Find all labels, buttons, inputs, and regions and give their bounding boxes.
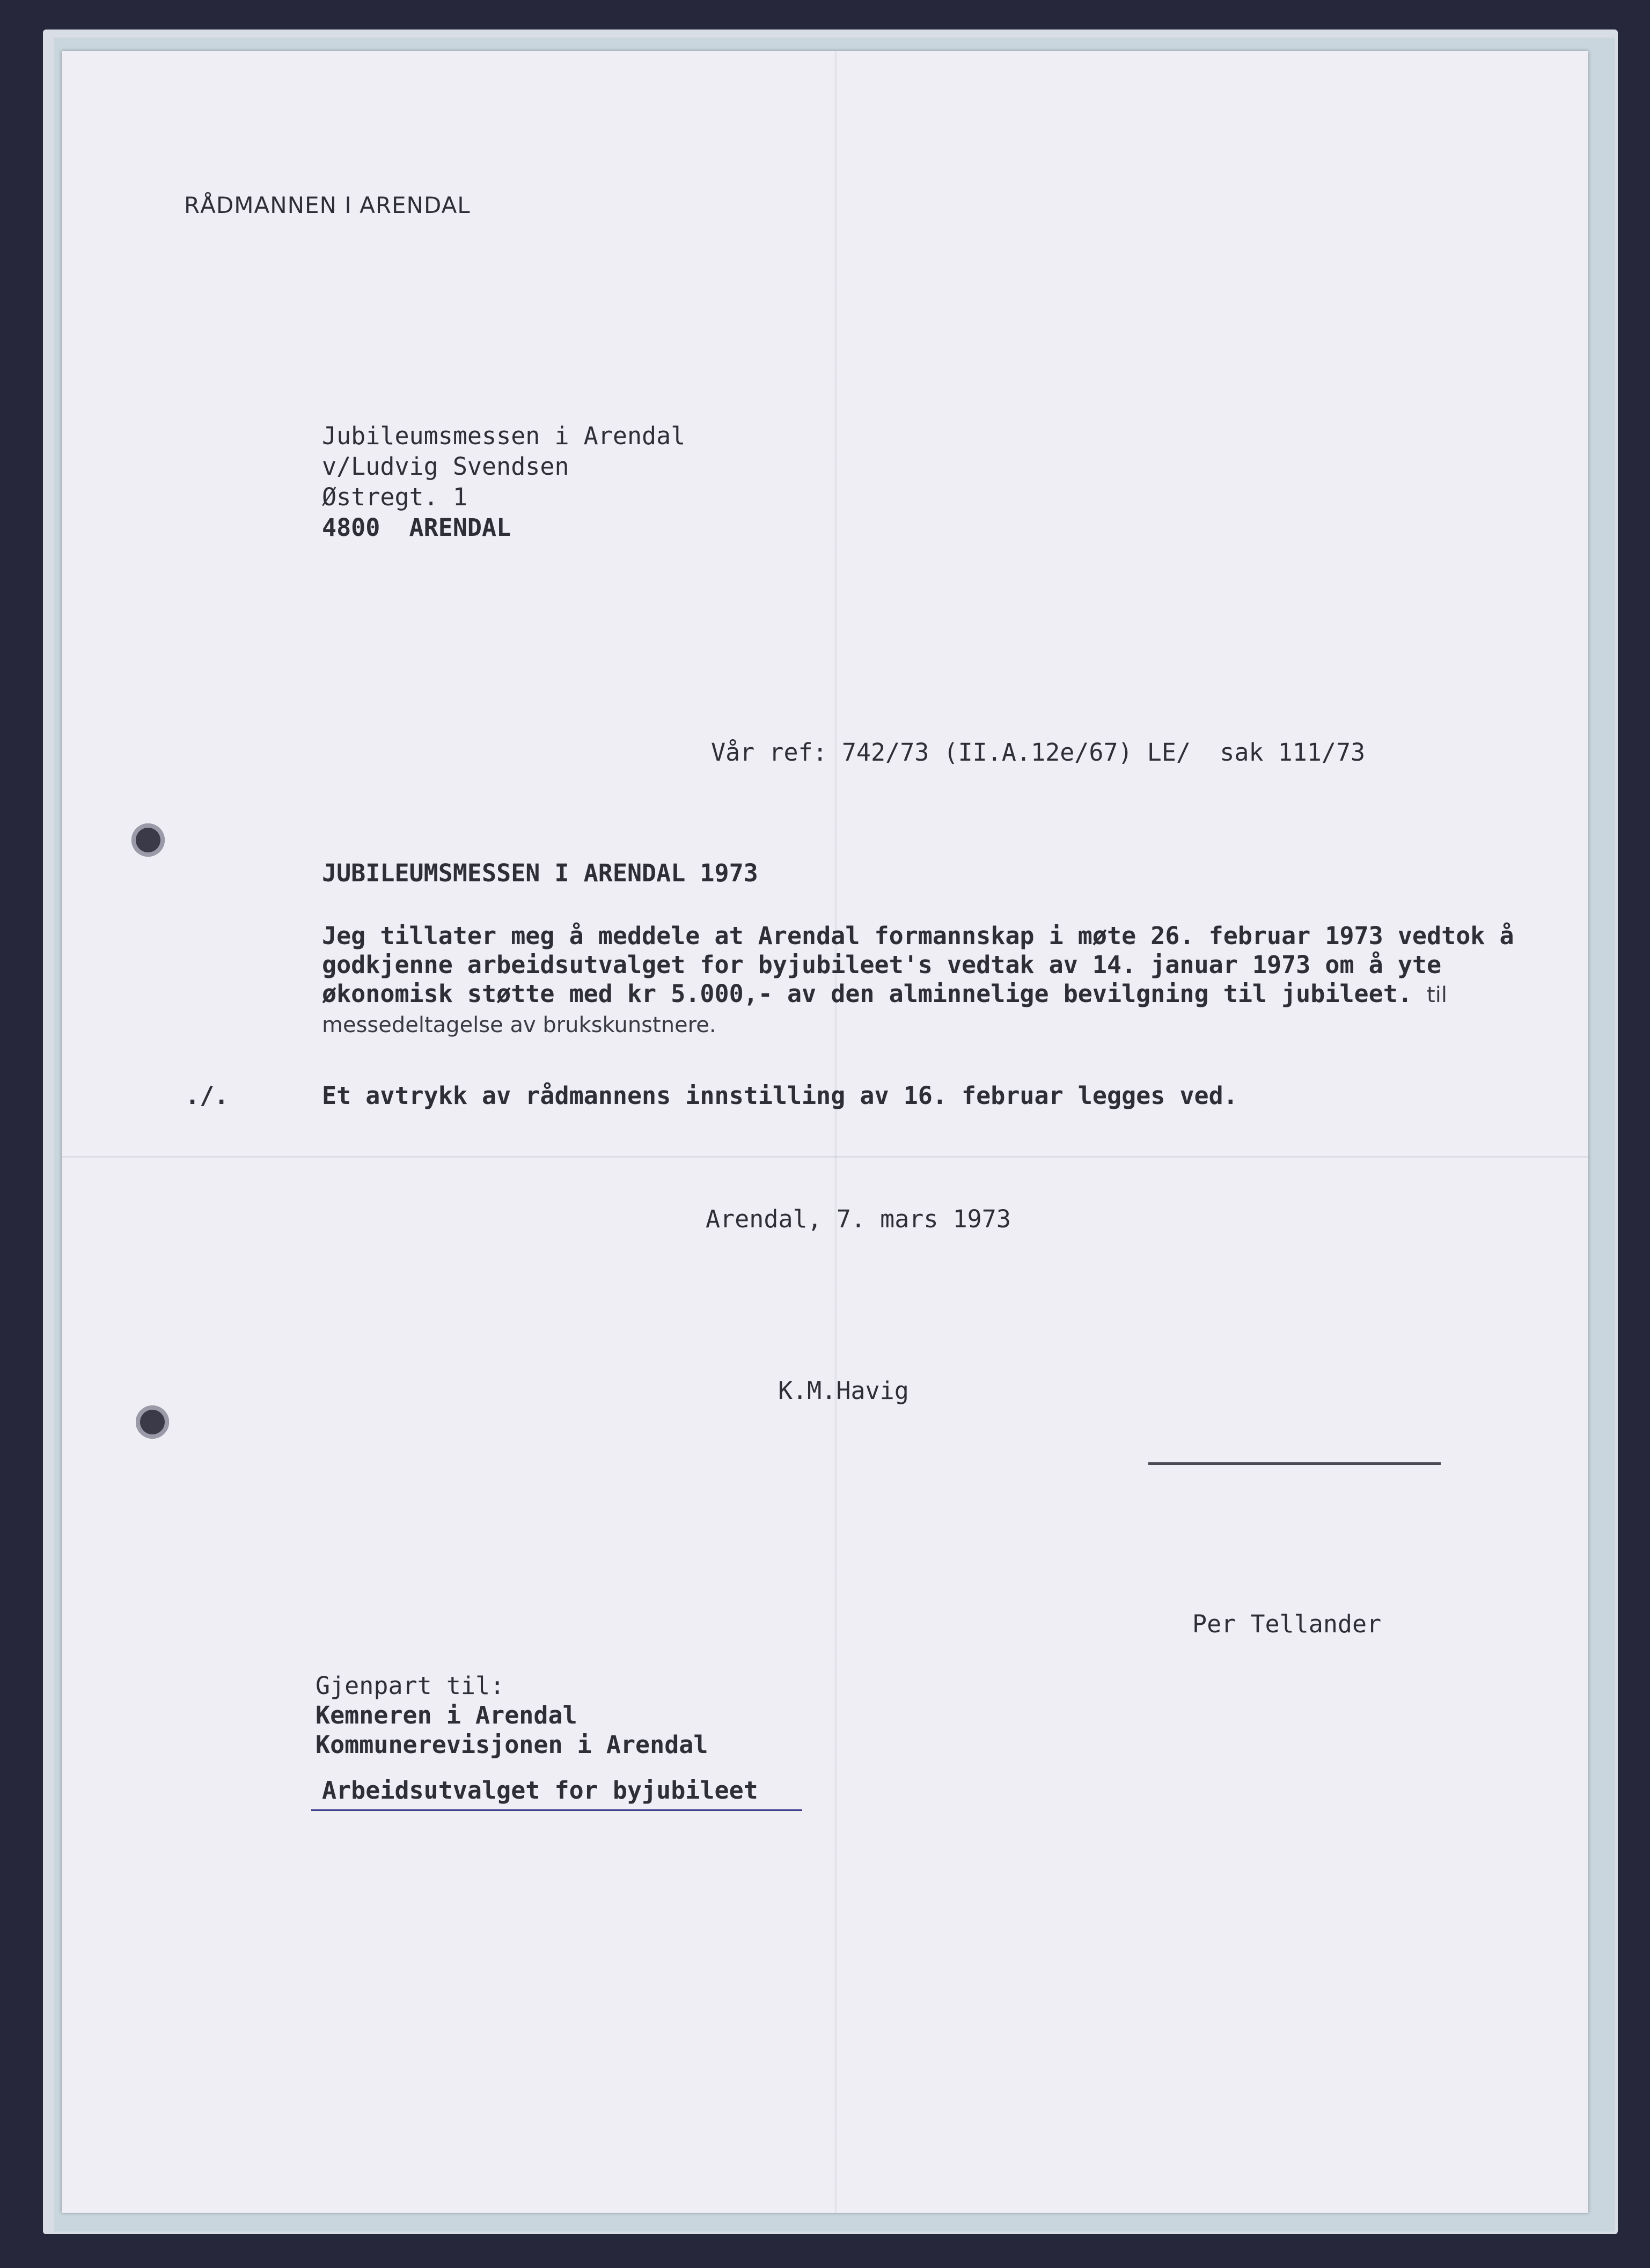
place-date: Arendal, 7. mars 1973 [706,1205,1011,1233]
recipient-line-2: v/Ludvig Svendsen [322,452,569,481]
copies-heading: Gjenpart til: [316,1671,505,1700]
body-paragraph [322,922,1535,1040]
letter-sheet [62,51,1588,2213]
copies-underline [311,1809,802,1811]
fold-crease [62,1156,1588,1158]
recipient-line-1: Jubileumsmessen i Arendal [322,422,686,450]
enclosure-text: Et avtrykk av rådmannens innstilling av 16. februar legges ved. [322,1081,1238,1110]
punch-hole-top [131,823,165,857]
recipient-line-4: 4800 ARENDAL [322,513,511,542]
copies-item-2: Kommunerevisjonen i Arendal [316,1731,708,1759]
punch-hole-bottom [136,1405,169,1439]
reference-line: Vår ref: 742/73 (II.A.12e/67) LE/ sak 111/73 [711,738,1366,767]
recipient-line-3: Østregt. 1 [322,483,467,511]
signer-left: K.M.Havig [778,1376,909,1405]
handwritten-addition: til messedeltagelse av brukskunstnere. [322,983,1447,1037]
signer-right: Per Tellander [1192,1610,1382,1638]
signature-line [1148,1462,1441,1465]
letterhead: RÅDMANNEN I ARENDAL [184,192,471,218]
copies-item-3: Arbeidsutvalget for byjubileet [322,1776,758,1805]
copies-item-1: Kemneren i Arendal [316,1701,577,1729]
body-paragraph-text: Jeg tillater meg å meddele at Arendal formannskap i møte 26. februar 1973 vedtok å godkjenne arbeidsutvalget for byjubileet's vedtak av 14. januar 1973 om å yte økonomisk støtte med kr 5.000,- av den alminnelige bevilgning til jubileet. [322,922,1514,1008]
subject-heading: JUBILEUMSMESSEN I ARENDAL 1973 [322,859,758,887]
enclosure-mark: ./. [185,1081,229,1110]
